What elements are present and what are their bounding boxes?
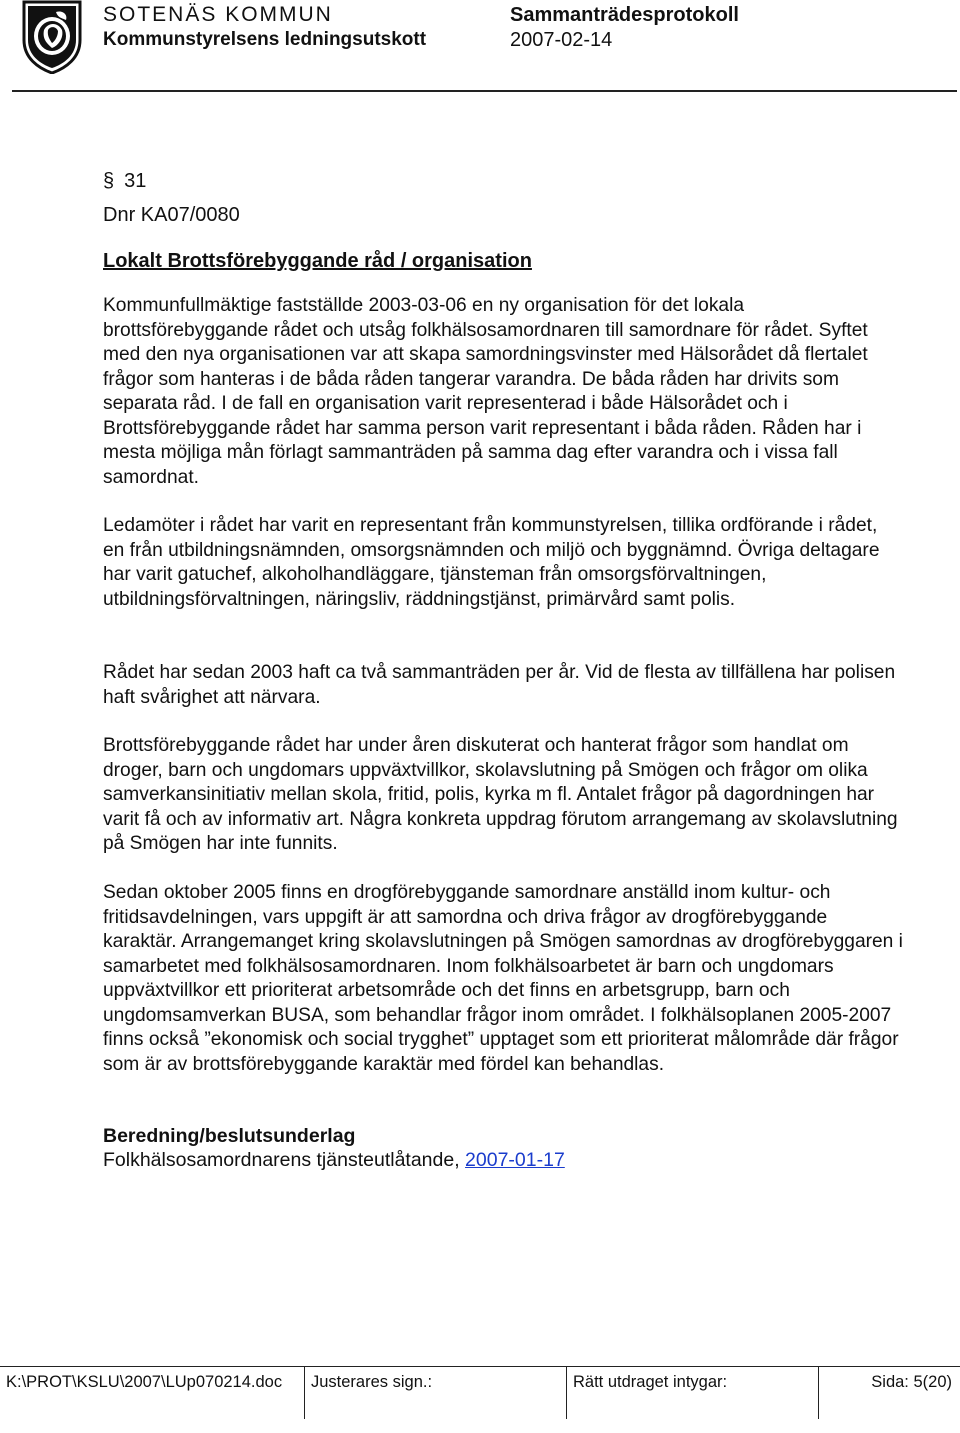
section-title: Lokalt Brottsförebyggande råd / organisation	[103, 250, 532, 272]
certified-extract-field: Rätt utdraget intygar:	[566, 1367, 818, 1419]
body-paragraph: Ledamöter i rådet har varit en representant från kommunstyrelsen, tillika ordförande i rådet, en från utbildningsnämnden, omsorgsnämnden och miljö och byggnämnd. Övriga deltagare har varit gatuchef, alkoholhandläggare, tjänsteman från omsorgsförvaltningen, utbildningsförvaltningen, näringsliv, räddningstjänst, primärvård samt polis.	[103, 515, 880, 610]
section-symbol: §	[103, 170, 115, 192]
basis-reference	[103, 1148, 565, 1172]
page-footer	[0, 1366, 960, 1419]
body-paragraph: Brottsförebyggande rådet har under åren diskuterat och hanterat frågor som handlat om droger, barn och ungdomars uppväxtvillkor, skolavslutning på Smögen och frågor om olika samverkansinitiativ mellan skola, fritid, polis, kyrka m fl. Antalet frågor på dagordningen har varit få och av informativ art. Några konkreta uppdrag förutom arrangemang av skolavslutning på Smögen har inte funnits.	[103, 735, 898, 854]
meeting-date: 2007-02-14	[510, 29, 613, 51]
basis-text: Folkhälsosamordnarens tjänsteutlåtande,	[103, 1149, 466, 1171]
basis-date-link[interactable]: 2007-01-17	[465, 1149, 565, 1171]
body-paragraph: Kommunfullmäktige fastställde 2003-03-06 en ny organisation för det lokala brottsförebyggande rådet och utsåg folkhälsosamordnaren till samordnare för rådet. Syftet med den nya organisationen var att skapa samordningsvinster med Hälsorådet då flertalet frågor som hanteras i de båda råden tangerar varandra. De båda råden har drivits som separata råd. I de fall en organisation varit representerad i både Hälsorådet och i Brottsförebyggande rådet har samma person varit representant i båda råden. Råden har i mesta möjliga mån förlagt sammanträden på samma dag efter varandra och i vissa fall samordnat.	[103, 295, 868, 488]
section-number: 31	[124, 170, 147, 192]
organization-name: SOTENÄS KOMMUN	[103, 3, 333, 26]
paragraph-number	[103, 168, 146, 194]
body-paragraph: Sedan oktober 2005 finns en drogförebyggande samordnare anställd inom kultur- och fritidsavdelningen, vars uppgift är att samordna och driva frågor av drogförebyggande karaktär. Arrangemanget kring skolavslutningen på Smögen samordnas av drogförebyggaren i samarbetet med folkhälsosamordnaren. Inom folkhälsoarbetet är barn och ungdomars uppväxtvillkor ett prioriterat arbetsområde och det finns en arbetsgrupp, barn och ungdomsamverkan BUSA, som behandlar frågor inom området. I folkhälsoplanen 2005-2007 finns också ”ekonomisk och social trygghet” upptaget som ett prioriterat målområde där frågor som är av brottsförebyggande karaktär med fördel kan behandlas.	[103, 882, 903, 1075]
municipal-crest-logo	[20, 0, 84, 74]
registration-number: Dnr KA07/0080	[103, 204, 240, 226]
header-divider	[12, 90, 957, 92]
adjuster-signature-field: Justerares sign.:	[304, 1367, 566, 1419]
basis-heading: Beredning/beslutsunderlag	[103, 1125, 356, 1147]
committee-name: Kommunstyrelsens ledningsutskott	[103, 29, 427, 50]
file-path: K:\PROT\KSLU\2007\LUp070214.doc	[6, 1373, 283, 1391]
body-paragraph: Rådet har sedan 2003 haft ca två sammanträden per år. Vid de flesta av tillfällena har polisen haft svårighet att närvara.	[103, 662, 896, 708]
page-number: Sida: 5(20)	[818, 1367, 952, 1419]
document-type: Sammanträdesprotokoll	[510, 4, 739, 26]
